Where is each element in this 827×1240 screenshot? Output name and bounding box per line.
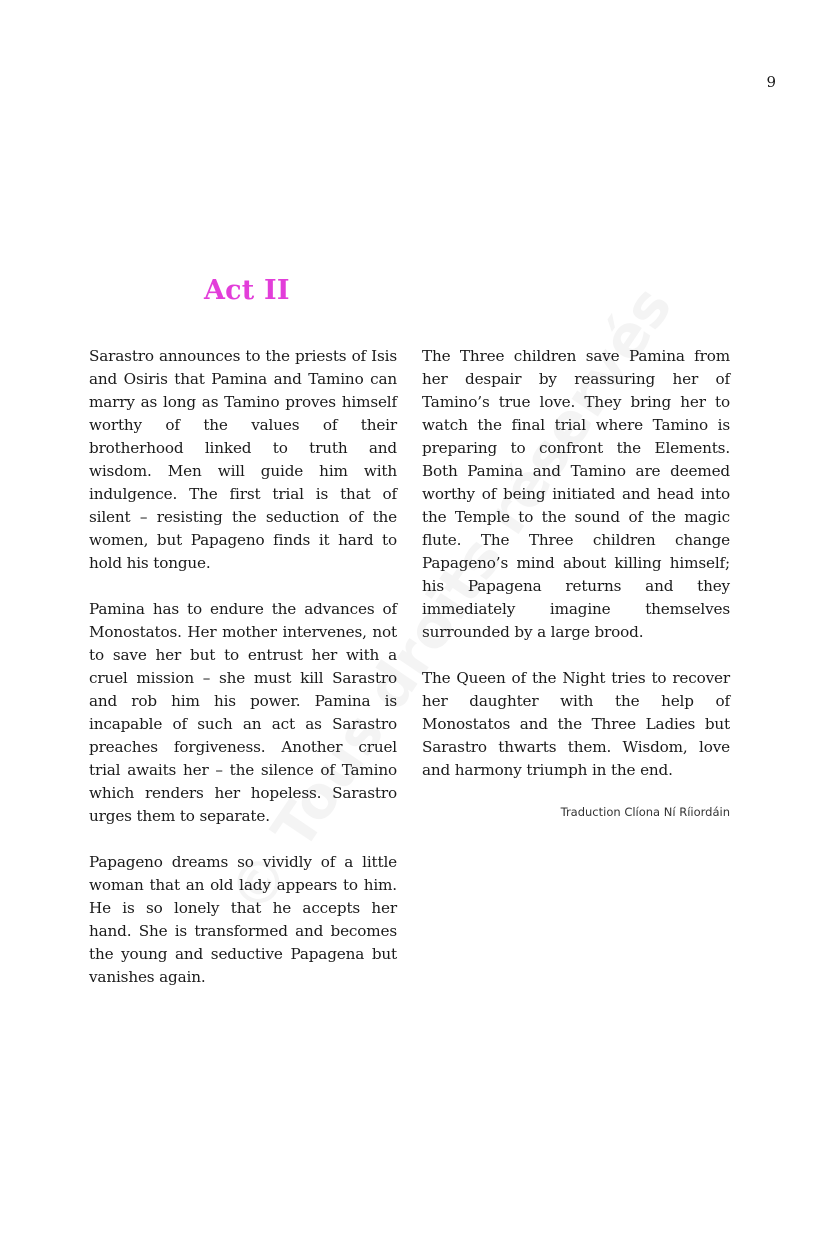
translation-credit: Traduction Clíona Ní Ríiordáin — [560, 805, 730, 819]
synopsis-paragraph: The Three children save Pamina from her despair by reassuring her of Tamino’s true love. They bring her to watch the final trial where Tamino is preparing to confront the Elements. Both Pamina and Tamino are deemed worthy of being initiated and head into the Temple to the sound of the magic flute. The Three children change Papageno’s mind about killing himself; his Papagena returns and they immediately imagine themselves surrounded by a large brood. — [422, 347, 730, 641]
left-text-column — [89, 345, 397, 1012]
synopsis-paragraph: The Queen of the Night tries to recover her daughter with the help of Monostatos and the Three Ladies but Sarastro thwarts them. Wisdom, love and harmony triumph in the end. — [422, 669, 730, 779]
right-text-column — [422, 345, 730, 820]
synopsis-paragraph: Pamina has to endure the advances of Monostatos. Her mother intervenes, not to save her but to entrust her with a cruel mission – she must kill Sarastro and rob him his power. Pamina is incapable of such an act as Sarastro preaches forgiveness. Another cruel trial awaits her – the silence of Tamino which renders her hopeless. Sarastro urges them to separate. — [89, 600, 397, 825]
synopsis-paragraph: Sarastro announces to the priests of Isis and Osiris that Pamina and Tamino can marry as long as Tamino proves himself worthy of the values of their brotherhood linked to truth and wisdom. Men will guide him with indulgence. The first trial is that of silent – resisting the seduction of the women, but Papageno finds it hard to hold his tongue. — [89, 347, 397, 572]
page-number: 9 — [766, 73, 776, 91]
act-heading: Act II — [204, 275, 290, 306]
synopsis-paragraph: Papageno dreams so vividly of a little woman that an old lady appears to him. He is so lonely that he accepts her hand. She is transformed and becomes the young and seductive Papagena but vanishes again. — [89, 853, 397, 986]
